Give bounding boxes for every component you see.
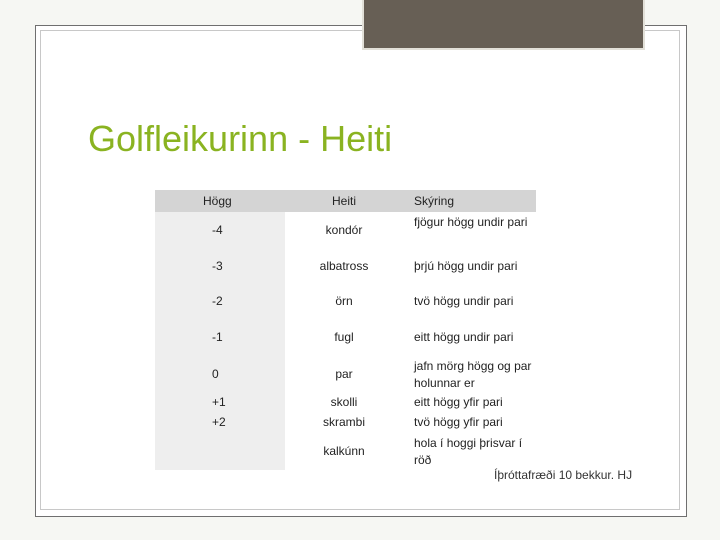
header-skyring: Skýring [414,194,455,208]
accent-block [362,0,645,50]
table-row-skyring: tvö högg yfir pari [414,415,503,429]
table-row-skyring: tvö högg undir pari [414,294,514,308]
table-row-hogg: +1 [212,395,226,409]
table-row-heiti: par [335,367,353,381]
table-row-skyring: eitt högg undir pari [414,330,514,344]
table-row-skyring: hola í hoggi þrisvar í röð [414,436,523,467]
table-row-hogg: 0 [212,367,219,381]
table-row-heiti: kalkúnn [323,444,365,458]
table-row-skyring: fjögur högg undir pari [414,215,528,229]
table-row-hogg: -3 [212,259,223,273]
table-row-hogg: -4 [212,223,223,237]
table-row-heiti: fugl [334,330,354,344]
table-row-skyring: þrjú högg undir pari [414,259,518,273]
slide-title: Golfleikurinn - Heiti [88,118,393,159]
table-row-heiti: kondór [325,223,363,237]
table-row-heiti: albatross [319,259,369,273]
table-row-hogg: -1 [212,330,223,344]
table-row-heiti: skolli [330,395,358,409]
table-row-hogg: -2 [212,294,223,308]
table-row-heiti: örn [335,294,353,308]
table-row-hogg: +2 [212,415,226,429]
table-row-heiti: skrambi [322,415,365,429]
footer-credit: Íþróttafræði 10 bekkur. HJ [494,468,633,482]
table-row-skyring: eitt högg yfir pari [414,395,503,409]
table-row-skyring: jafn mörg högg og par holunnar er [414,359,532,390]
header-heiti: Heiti [331,194,356,208]
header-hogg: Högg [203,194,232,208]
